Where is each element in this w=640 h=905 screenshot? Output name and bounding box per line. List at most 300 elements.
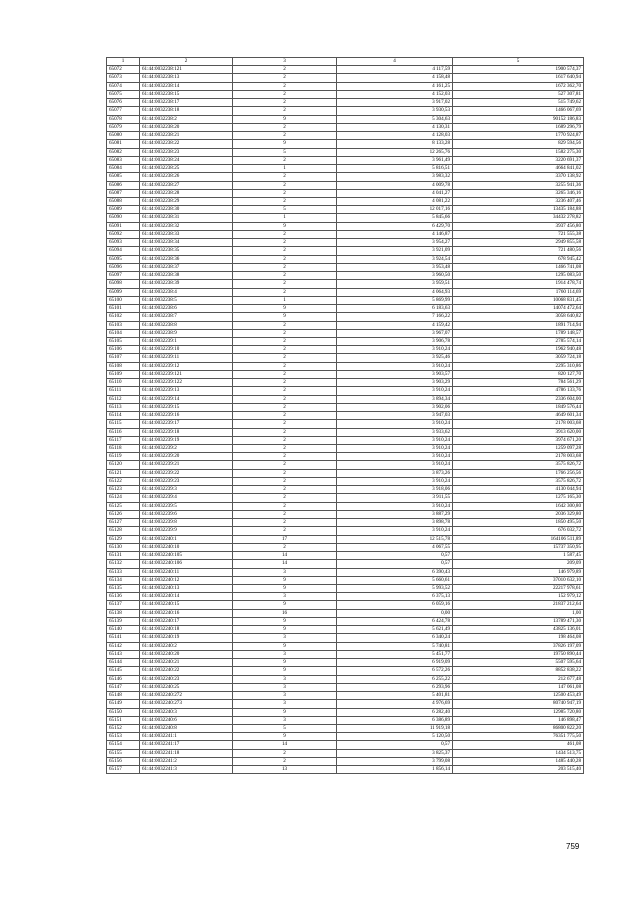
table-row [107,181,584,189]
value-4-cell: 4 064,93 [337,288,453,296]
group-cell: 2 [233,461,337,469]
row-number-cell: 65107 [107,354,140,362]
table-row [107,329,584,337]
row-number-cell: 65103 [107,321,140,329]
row-number-cell: 65154 [107,741,140,749]
table-row [107,280,584,288]
row-number-cell: 65081 [107,140,140,148]
group-cell: 2 [233,420,337,428]
cadastral-number-cell: 61:44:0032240:20 [140,650,233,658]
cadastral-number-cell: 61:44:0032238:31 [140,214,233,222]
value-4-cell: 3 799,08 [337,757,453,765]
table-row [107,230,584,238]
row-number-cell: 65144 [107,659,140,667]
value-4-cell: 5 869,99 [337,296,453,304]
group-cell: 9 [233,576,337,584]
row-number-cell: 65083 [107,156,140,164]
cadastral-number-cell: 61:44:0032238:26 [140,173,233,181]
group-cell: 1 [233,214,337,222]
row-number-cell: 65108 [107,362,140,370]
cadastral-number-cell: 61:44:0032240:23 [140,675,233,683]
row-number-cell: 65132 [107,560,140,568]
value-5-cell: 212 677,48 [453,675,584,683]
header-row [107,58,584,66]
value-5-cell: 461,08 [453,741,584,749]
value-5-cell: 784 561,29 [453,379,584,387]
value-5-cell: 2295 310,86 [453,362,584,370]
value-5-cell: 34432 278,82 [453,214,584,222]
table-row [107,445,584,453]
cadastral-number-cell: 61:44:0032240:18 [140,626,233,634]
group-cell: 2 [233,239,337,247]
table-row [107,642,584,650]
value-4-cell: 0,00 [337,609,453,617]
value-4-cell: 0,57 [337,741,453,749]
row-number-cell: 65075 [107,90,140,98]
value-4-cell: 3 903,29 [337,379,453,387]
column-header-3: 3 [233,58,337,66]
group-cell: 3 [233,683,337,691]
cadastral-number-cell: 61:44:0032239:122 [140,379,233,387]
table-row [107,527,584,535]
table-row [107,239,584,247]
table-row [107,477,584,485]
group-cell: 2 [233,412,337,420]
cadastral-number-cell: 61:44:0032238:9 [140,329,233,337]
value-5-cell: 15737 350,95 [453,543,584,551]
value-4-cell: 3 961,49 [337,156,453,164]
group-cell: 9 [233,708,337,716]
value-5-cell: 1485 440,28 [453,757,584,765]
value-4-cell: 6 429,70 [337,222,453,230]
value-4-cell: 3 910,24 [337,420,453,428]
value-4-cell: 4 009,78 [337,181,453,189]
row-number-cell: 65116 [107,428,140,436]
value-5-cell: 1672 362,70 [453,82,584,90]
value-5-cell: 76351 775,50 [453,733,584,741]
table-row [107,585,584,593]
group-cell: 9 [233,667,337,675]
value-4-cell: 6 340,24 [337,634,453,642]
row-number-cell: 65156 [107,757,140,765]
group-cell: 2 [233,519,337,527]
row-number-cell: 65123 [107,486,140,494]
table-row [107,140,584,148]
value-5-cell: 678 945,42 [453,255,584,263]
value-4-cell: 6 375,13 [337,593,453,601]
value-4-cell: 4 146,87 [337,230,453,238]
table-row [107,82,584,90]
value-4-cell: 3 967,07 [337,329,453,337]
row-number-cell: 65100 [107,296,140,304]
value-5-cell: 1275 165,30 [453,494,584,502]
group-cell: 9 [233,115,337,123]
value-5-cell: 2036 329,80 [453,510,584,518]
value-5-cell: 152 979,12 [453,593,584,601]
group-cell: 9 [233,313,337,321]
value-5-cell: 1962 940,48 [453,346,584,354]
value-5-cell: 3370 138,92 [453,173,584,181]
group-cell: 2 [233,436,337,444]
row-number-cell: 65136 [107,593,140,601]
row-number-cell: 65079 [107,123,140,131]
row-number-cell: 65119 [107,453,140,461]
value-5-cell: 1891 714,94 [453,321,584,329]
value-4-cell: 4 117,59 [337,66,453,74]
column-header-4: 4 [337,58,453,66]
value-5-cell: 3236 407,46 [453,197,584,205]
group-cell: 2 [233,74,337,82]
cadastral-number-cell: 61:44:0032238:21 [140,132,233,140]
value-5-cell: 37010 632,10 [453,576,584,584]
cadastral-number-cell: 61:44:0032239:10 [140,346,233,354]
value-4-cell: 3 921,09 [337,247,453,255]
row-number-cell: 65089 [107,206,140,214]
value-5-cell: 43825 136,01 [453,626,584,634]
group-cell: 2 [233,247,337,255]
group-cell: 9 [233,222,337,230]
cadastral-number-cell: 61:44:0032240:13 [140,585,233,593]
table-row [107,766,584,774]
row-number-cell: 65113 [107,403,140,411]
value-5-cell: 1642 300,80 [453,502,584,510]
value-5-cell: 13435 184,88 [453,206,584,214]
cadastral-number-cell: 61:44:0032238:33 [140,230,233,238]
cadastral-number-cell: 61:44:0032238:121 [140,66,233,74]
group-cell: 2 [233,263,337,271]
row-number-cell: 65105 [107,337,140,345]
group-cell: 2 [233,362,337,370]
group-cell: 2 [233,230,337,238]
value-4-cell: 3 910,24 [337,346,453,354]
cadastral-number-cell: 61:44:0032238:32 [140,222,233,230]
group-cell: 2 [233,379,337,387]
group-cell: 2 [233,197,337,205]
group-cell: 2 [233,337,337,345]
group-cell: 9 [233,305,337,313]
value-5-cell: 4649 601,34 [453,412,584,420]
cadastral-number-cell: 61:44:0032240:1 [140,535,233,543]
table-row [107,247,584,255]
column-header-5: 5 [453,58,584,66]
group-cell: 2 [233,189,337,197]
group-cell: 3 [233,675,337,683]
group-cell: 3 [233,692,337,700]
table-row [107,741,584,749]
value-5-cell: 2336 604,00 [453,395,584,403]
cadastral-number-cell: 61:44:0032240:17 [140,617,233,625]
row-number-cell: 65093 [107,239,140,247]
value-5-cell: 1689 296,79 [453,123,584,131]
table-row [107,370,584,378]
value-5-cell: 3058 640,82 [453,313,584,321]
group-cell: 2 [233,156,337,164]
value-4-cell: 4 041,27 [337,189,453,197]
row-number-cell: 65091 [107,222,140,230]
row-number-cell: 65109 [107,370,140,378]
table-row [107,321,584,329]
value-4-cell: 4 161,25 [337,82,453,90]
cadastral-number-cell: 61:44:0032238:35 [140,247,233,255]
cadastral-number-cell: 61:44:0032240:16 [140,609,233,617]
value-4-cell: 12 265,76 [337,148,453,156]
row-number-cell: 65149 [107,700,140,708]
group-cell: 2 [233,370,337,378]
cadastral-number-cell: 61:44:0032239:15 [140,403,233,411]
value-4-cell: 6 282,40 [337,708,453,716]
value-4-cell: 5 740,81 [337,642,453,650]
group-cell: 5 [233,724,337,732]
value-4-cell: 3 917,02 [337,99,453,107]
table-row [107,543,584,551]
table-row [107,132,584,140]
value-5-cell: 3974 671,20 [453,436,584,444]
value-4-cell: 11 919,18 [337,724,453,732]
table-row [107,255,584,263]
table-row [107,403,584,411]
cadastral-number-cell: 61:44:0032240:21 [140,659,233,667]
value-4-cell: 3 910,24 [337,436,453,444]
group-cell: 2 [233,453,337,461]
value-4-cell: 3 925,46 [337,354,453,362]
table-row [107,346,584,354]
value-4-cell: 4 159,42 [337,321,453,329]
cadastral-number-cell: 61:44:0032238:6 [140,305,233,313]
row-number-cell: 65143 [107,650,140,658]
value-4-cell: 3 898,78 [337,519,453,527]
table-row [107,189,584,197]
value-4-cell: 3 910,24 [337,477,453,485]
group-cell: 5 [233,148,337,156]
value-4-cell: 3 906,78 [337,337,453,345]
cadastral-number-cell: 61:44:0032238:7 [140,313,233,321]
row-number-cell: 65072 [107,66,140,74]
value-5-cell: 1849 576,44 [453,403,584,411]
cadastral-number-cell: 61:44:0032240:272 [140,692,233,700]
row-number-cell: 65073 [107,74,140,82]
cadastral-number-cell: 61:44:0032240:106 [140,560,233,568]
table-row [107,692,584,700]
row-number-cell: 65110 [107,379,140,387]
group-cell: 2 [233,82,337,90]
value-5-cell: 2785 574,14 [453,337,584,345]
cadastral-number-cell: 61:44:0032239:22 [140,469,233,477]
value-4-cell: 3 924,54 [337,255,453,263]
table-row [107,733,584,741]
row-number-cell: 65101 [107,305,140,313]
table-row [107,634,584,642]
value-4-cell: 1 856,14 [337,766,453,774]
table-row [107,453,584,461]
value-4-cell: 5 621,49 [337,626,453,634]
cadastral-number-cell: 61:44:0032239:121 [140,370,233,378]
row-number-cell: 65157 [107,766,140,774]
row-number-cell: 65118 [107,445,140,453]
value-4-cell: 6 293,96 [337,683,453,691]
value-4-cell: 3 910,24 [337,387,453,395]
value-5-cell: 80740 947,19 [453,700,584,708]
group-cell: 9 [233,601,337,609]
cadastral-number-cell: 61:44:0032241:2 [140,757,233,765]
cadastral-number-cell: 61:44:0032239:19 [140,436,233,444]
group-cell: 2 [233,486,337,494]
group-cell: 1 [233,296,337,304]
cadastral-number-cell: 61:44:0032238:30 [140,206,233,214]
table-row [107,461,584,469]
row-number-cell: 65099 [107,288,140,296]
table-row [107,757,584,765]
table-row [107,428,584,436]
row-number-cell: 65125 [107,502,140,510]
table-row [107,576,584,584]
row-number-cell: 65140 [107,626,140,634]
value-5-cell: 10068 831,45 [453,296,584,304]
value-5-cell: 1770 924,87 [453,132,584,140]
row-number-cell: 65124 [107,494,140,502]
table-row [107,197,584,205]
cadastral-number-cell: 61:44:0032240:22 [140,667,233,675]
table-row [107,156,584,164]
table-row [107,148,584,156]
group-cell: 2 [233,403,337,411]
value-5-cell: 1259 097,28 [453,445,584,453]
value-4-cell: 3 947,03 [337,412,453,420]
table-row [107,675,584,683]
row-number-cell: 65111 [107,387,140,395]
value-5-cell: 1850 495,50 [453,519,584,527]
group-cell: 2 [233,543,337,551]
cadastral-number-cell: 61:44:0032240:19 [140,634,233,642]
row-number-cell: 65080 [107,132,140,140]
group-cell: 9 [233,626,337,634]
row-number-cell: 65112 [107,395,140,403]
value-5-cell: 721 480,56 [453,247,584,255]
row-number-cell: 65094 [107,247,140,255]
value-4-cell: 8 133,28 [337,140,453,148]
table-row [107,724,584,732]
group-cell: 2 [233,502,337,510]
value-5-cell: 515 749,62 [453,99,584,107]
group-cell: 3 [233,634,337,642]
group-cell: 2 [233,90,337,98]
row-number-cell: 65074 [107,82,140,90]
value-5-cell: 22217 978,61 [453,585,584,593]
value-5-cell: 19750 890,44 [453,650,584,658]
value-4-cell: 3 910,24 [337,362,453,370]
value-5-cell: 86800 822,20 [453,724,584,732]
cadastral-number-cell: 61:44:0032241:18 [140,749,233,757]
table-row [107,609,584,617]
value-4-cell: 3 910,24 [337,453,453,461]
group-cell: 9 [233,659,337,667]
cadastral-number-cell: 61:44:0032241:17 [140,741,233,749]
value-5-cell: 5507 595,64 [453,659,584,667]
group-cell: 13 [233,766,337,774]
value-5-cell: 1760 114,69 [453,288,584,296]
table-row [107,749,584,757]
group-cell: 2 [233,510,337,518]
table-row [107,650,584,658]
table-row [107,420,584,428]
value-5-cell: 3265 346,16 [453,189,584,197]
value-4-cell: 5 993,52 [337,585,453,593]
cadastral-number-cell: 61:44:0032240:2 [140,642,233,650]
value-5-cell: 676 032,72 [453,527,584,535]
value-4-cell: 7 166,22 [337,313,453,321]
page-number: 759 [566,842,580,851]
group-cell: 14 [233,552,337,560]
value-4-cell: 4 081,22 [337,197,453,205]
group-cell: 2 [233,527,337,535]
table-row [107,502,584,510]
value-5-cell: 3575 826,72 [453,477,584,485]
cadastral-number-cell: 61:44:0032238:13 [140,74,233,82]
row-number-cell: 65128 [107,527,140,535]
value-5-cell: 3937 456,80 [453,222,584,230]
row-number-cell: 65134 [107,576,140,584]
cadastral-number-cell: 61:44:0032238:24 [140,156,233,164]
table-row [107,395,584,403]
table-row [107,568,584,576]
group-cell: 2 [233,288,337,296]
group-cell: 2 [233,272,337,280]
table-row [107,272,584,280]
value-5-cell: 3575 826,72 [453,461,584,469]
row-number-cell: 65133 [107,568,140,576]
value-5-cell: 527 307,81 [453,90,584,98]
cadastral-number-cell: 61:44:0032240:12 [140,576,233,584]
value-4-cell: 6 424,78 [337,617,453,625]
cadastral-number-cell: 61:44:0032239:20 [140,453,233,461]
cadastral-number-cell: 61:44:0032240:15 [140,601,233,609]
value-5-cell: 8852 838,22 [453,667,584,675]
value-5-cell: 3220 691,37 [453,156,584,164]
value-4-cell: 6 255,22 [337,675,453,683]
table-row [107,173,584,181]
table-row [107,617,584,625]
table-row [107,436,584,444]
value-5-cell: 90152 186,83 [453,115,584,123]
row-number-cell: 65086 [107,181,140,189]
value-4-cell: 3 911,55 [337,494,453,502]
value-4-cell: 5 816,51 [337,165,453,173]
group-cell: 2 [233,395,337,403]
row-number-cell: 65077 [107,107,140,115]
row-number-cell: 65141 [107,634,140,642]
cadastral-number-cell: 61:44:0032239:12 [140,362,233,370]
table-row [107,387,584,395]
row-number-cell: 65114 [107,412,140,420]
table-row [107,305,584,313]
cadastral-number-cell: 61:44:0032239:23 [140,477,233,485]
table-row [107,412,584,420]
group-cell: 3 [233,650,337,658]
group-cell: 2 [233,346,337,354]
row-number-cell: 65078 [107,115,140,123]
value-4-cell: 6 572,26 [337,667,453,675]
value-5-cell: 1766 256,56 [453,469,584,477]
table-row [107,337,584,345]
group-cell: 9 [233,733,337,741]
cadastral-number-cell: 61:44:0032238:5 [140,296,233,304]
table-row [107,263,584,271]
value-5-cell: 1466 067,69 [453,107,584,115]
table-row [107,74,584,82]
row-number-cell: 65145 [107,667,140,675]
table-row [107,313,584,321]
value-5-cell: 4786 133,76 [453,387,584,395]
row-number-cell: 65095 [107,255,140,263]
